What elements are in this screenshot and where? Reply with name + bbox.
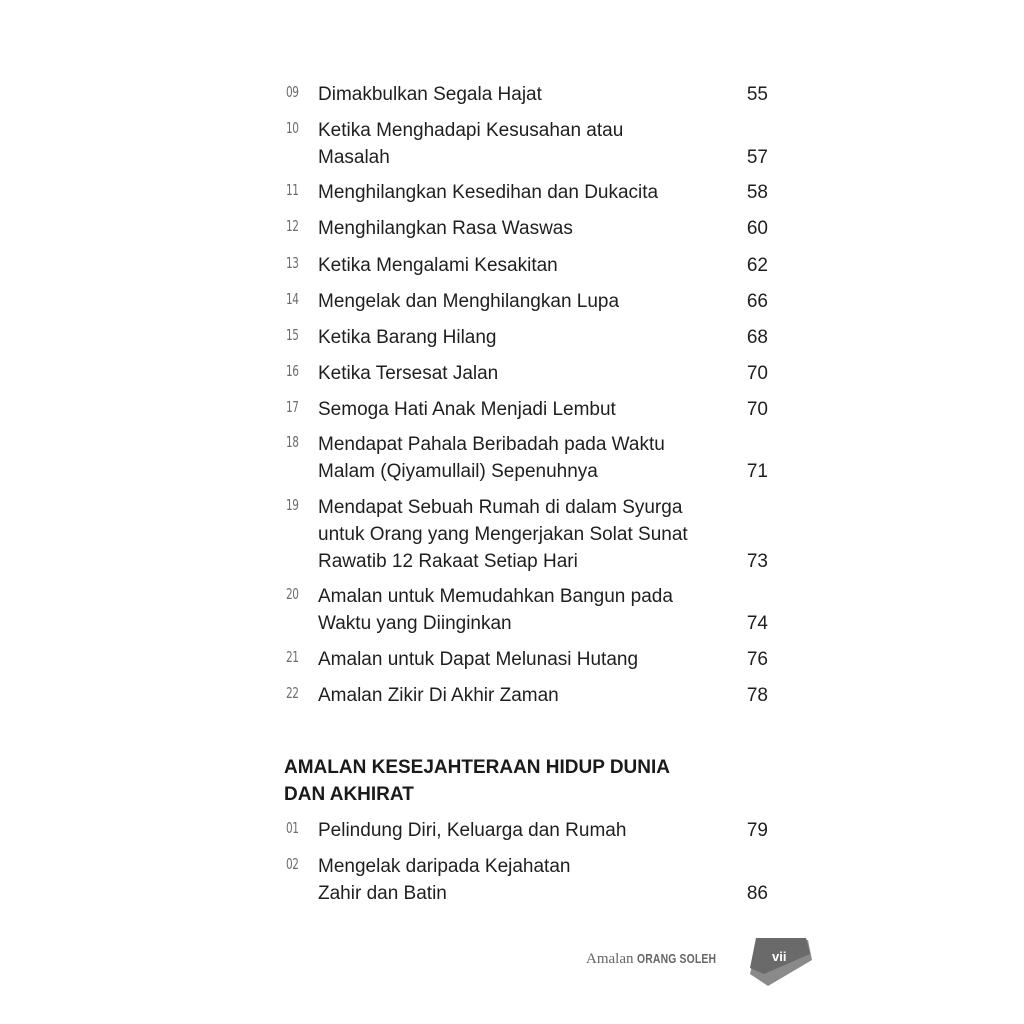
entry-page: 74 (746, 613, 768, 634)
entry-page: 62 (746, 255, 768, 276)
entry-title: Mendapat Pahala Beribadah pada Waktu Malam (Qiyamullail) Sepenuhnya (318, 434, 665, 482)
entry-title: Mengelak dan Menghilangkan Lupa (318, 291, 620, 312)
entry-page: 66 (746, 291, 768, 312)
entry-page: 79 (746, 820, 768, 841)
entry-number: 20 (286, 585, 299, 603)
toc-entry (286, 288, 768, 315)
toc-entry (286, 682, 768, 709)
toc-entry (286, 396, 768, 423)
entry-title: Semoga Hati Anak Menjadi Lembut (318, 399, 616, 420)
entry-title: Mengelak daripada Kejahatan Zahir dan Batin (318, 856, 571, 904)
entry-page: 70 (746, 399, 768, 420)
entry-number: 09 (286, 83, 299, 101)
entry-title: Ketika Barang Hilang (318, 327, 497, 348)
toc-entry (286, 646, 768, 673)
entry-title: Amalan untuk Memudahkan Bangun pada Waktu yang Diinginkan (318, 586, 673, 634)
entry-number: 18 (286, 433, 299, 451)
entry-page: 55 (746, 84, 768, 105)
toc-entry (286, 817, 768, 844)
toc-entry (286, 252, 768, 279)
entry-number: 12 (286, 217, 299, 235)
entry-title: Amalan untuk Dapat Melunasi Hutang (318, 649, 639, 670)
entry-number: 19 (286, 496, 299, 514)
entry-number: 11 (286, 181, 299, 199)
toc-entry (286, 215, 768, 242)
entry-title: Pelindung Diri, Keluarga dan Rumah (318, 820, 627, 841)
toc-entry (286, 117, 768, 171)
toc-entry (286, 853, 768, 907)
page-number: vii (772, 949, 787, 964)
toc-entry (286, 583, 768, 637)
entry-title: Dimakbulkan Segala Hajat (318, 84, 542, 105)
book-title-caps: ORANG SOLEH (637, 951, 717, 966)
entry-number: 10 (286, 119, 299, 137)
toc-entry (286, 324, 768, 351)
entry-title: Ketika Mengalami Kesakitan (318, 255, 558, 276)
book-title-script: Amalan (586, 951, 634, 967)
entry-number: 15 (286, 326, 299, 344)
entry-number: 01 (286, 819, 299, 837)
toc-entry (286, 81, 768, 108)
section-heading: AMALAN KESEJAHTERAAN HIDUP DUNIA DAN AKHIRAT (284, 757, 670, 805)
entry-page: 70 (746, 363, 768, 384)
entry-number: 22 (286, 684, 299, 702)
entry-title: Amalan Zikir Di Akhir Zaman (318, 685, 559, 706)
entry-title: Menghilangkan Kesedihan dan Dukacita (318, 182, 659, 203)
entry-number: 16 (286, 362, 299, 380)
entry-number: 17 (286, 398, 299, 416)
running-footer (586, 950, 736, 968)
entry-page: 86 (746, 883, 768, 904)
toc-entry (286, 360, 768, 387)
entry-page: 57 (746, 147, 768, 168)
entry-page: 68 (746, 327, 768, 348)
entry-title: Ketika Tersesat Jalan (318, 363, 499, 384)
entry-page: 76 (746, 649, 768, 670)
entry-page: 73 (746, 551, 768, 572)
entry-page: 71 (746, 461, 768, 482)
entry-number: 02 (286, 855, 299, 873)
entry-page: 58 (746, 182, 768, 203)
entry-page: 78 (746, 685, 768, 706)
toc-entry (286, 179, 768, 206)
toc-entry (286, 494, 768, 575)
entry-number: 13 (286, 254, 299, 272)
entry-title: Ketika Menghadapi Kesusahan atau Masalah (318, 120, 624, 168)
entry-number: 21 (286, 648, 299, 666)
page-number-tab (748, 930, 814, 988)
entry-number: 14 (286, 290, 299, 308)
toc-entry (286, 431, 768, 485)
entry-title: Menghilangkan Rasa Waswas (318, 218, 573, 239)
entry-title: Mendapat Sebuah Rumah di dalam Syurga untuk Orang yang Mengerjakan Solat Sunat Rawatib 12 Rakaat Setiap Hari (318, 497, 688, 572)
entry-page: 60 (746, 218, 768, 239)
